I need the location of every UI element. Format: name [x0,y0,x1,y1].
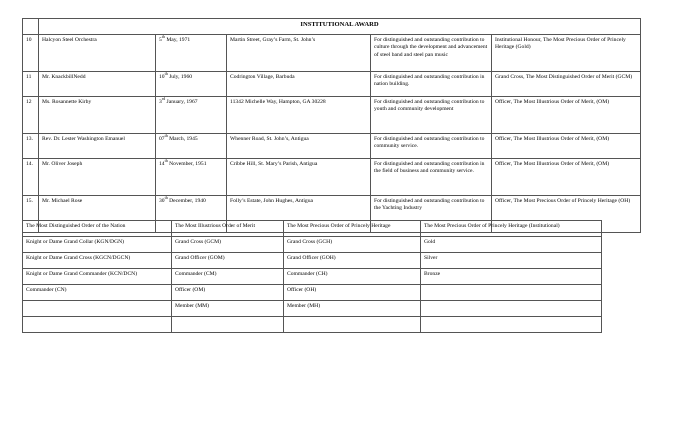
order-row [23,269,602,285]
date-rest: July, 1960 [167,74,193,80]
award-table-corner [23,19,39,35]
order-cell: Officer (OH) [284,285,421,301]
order-cell [421,317,602,333]
award-citation: For distinguished and outstanding contribution to community service. [371,134,492,159]
date-rest: December, 1940 [167,198,206,204]
order-cell: Silver [421,253,602,269]
date-day: 14 [159,161,165,167]
order-row [23,317,602,333]
order-cell [284,317,421,333]
date-ordinal: th [164,71,168,77]
date-day: 07 [159,136,165,142]
award-number: 14. [23,159,39,196]
order-cell [23,317,172,333]
order-cell [421,301,602,317]
awardee-name: Mr. Michael Rose [39,196,156,233]
date-ordinal: th [164,195,168,201]
order-row [23,285,602,301]
order-cell: Officer (OM) [172,285,284,301]
date-day: 5 [159,37,162,43]
date-of-birth [156,134,227,159]
order-cell: Bronze [421,269,602,285]
order-column-header: The Most Precious Order of Princely Heritage (Institutional) [421,221,602,237]
date-of-birth [156,97,227,134]
date-rest: November, 1951 [167,161,207,167]
order-cell: Grand Officer (GOH) [284,253,421,269]
order-column-header: The Most Distinguished Order of the Nation [23,221,172,237]
order-cell: Knight or Dame Grand Commander (KCN/DCN) [23,269,172,285]
award-table-title: INSTITUTIONAL AWARD [39,19,641,35]
awardee-address: 11342 Michelle Way, Hampton, GA 30228 [227,97,371,134]
award-row [23,97,641,134]
award-row [23,35,641,72]
order-cell [23,301,172,317]
order-row [23,237,602,253]
date-ordinal: th [161,34,165,40]
date-rest: January, 1967 [165,99,198,105]
date-day: 3 [159,99,162,105]
order-cell: Knight or Dame Grand Collar (KGN/DGN) [23,237,172,253]
date-day: 30 [159,198,165,204]
award-row [23,159,641,196]
order-cell: Commander (CH) [284,269,421,285]
order-cell: Grand Cross (GCH) [284,237,421,253]
order-cell: Member (MH) [284,301,421,317]
awardee-address: Whenner Road, St. John’s, Antigua [227,134,371,159]
order-cell: Gold [421,237,602,253]
order-cell: Commander (CN) [23,285,172,301]
date-rest: March, 1945 [167,136,198,142]
order-cell [421,285,602,301]
order-cell [172,317,284,333]
award-row [23,134,641,159]
date-of-birth [156,35,227,72]
order-cell: Grand Officer (GOM) [172,253,284,269]
awardee-address: Codrington Village, Barbuda [227,72,371,97]
awardee-name: Halcyon Steel Orchestra [39,35,156,72]
orders-reference-table [22,220,602,333]
award-row [23,72,641,97]
order-column-header: The Most Illustrious Order of Merit [172,221,284,237]
award-number: 10 [23,35,39,72]
date-ordinal: rd [161,96,166,102]
awardee-name: Ms. Rosannette Kirby [39,97,156,134]
awardee-address: Cribbe Hill, St. Mary’s Parish, Antigua [227,159,371,196]
award-title: Institutional Honour, The Most Precious Order of Princely Heritage (Gold) [492,35,641,72]
award-citation: For distinguished and outstanding contribution to the Yachting Industry [371,196,492,233]
awardee-name: Mr. Oliver Joseph [39,159,156,196]
award-number: 15. [23,196,39,233]
date-of-birth [156,72,227,97]
date-day: 10 [159,74,165,80]
award-citation: For distinguished and outstanding contribution in nation building. [371,72,492,97]
award-citation: For distinguished and outstanding contribution to youth and community development [371,97,492,134]
awardee-address: Folly’s Estate, John Hughes, Antigua [227,196,371,233]
award-number: 11 [23,72,39,97]
award-citation: For distinguished and outstanding contribution to culture through the development and advancement of steel band and steel pan music [371,35,492,72]
date-ordinal: th [164,158,168,164]
award-citation: For distinguished and outstanding contribution in the field of business and community service. [371,159,492,196]
award-title: Officer, The Most Illustrious Order of Merit, (OM) [492,97,641,134]
award-title: Officer, The Most Precious Order of Princely Heritage (OH) [492,196,641,233]
date-of-birth [156,159,227,196]
award-number: 13. [23,134,39,159]
award-number: 12 [23,97,39,134]
date-rest: May, 1971 [164,37,191,43]
order-cell: Commander (CM) [172,269,284,285]
order-row [23,301,602,317]
date-ordinal: th [164,133,168,139]
awardee-name: Mr. KnackbillNedd [39,72,156,97]
order-column-header: The Most Precious Order of Princely Heritage [284,221,421,237]
awardee-name: Rev. Dr. Lester Washington Emanuel [39,134,156,159]
award-title: Officer, The Most Illustrious Order of Merit, (OM) [492,134,641,159]
award-title: Officer, The Most Illustrious Order of Merit, (OM) [492,159,641,196]
institutional-award-table [22,18,641,233]
order-row [23,253,602,269]
order-cell: Knight or Dame Grand Cross (KGCN/DGCN) [23,253,172,269]
award-title: Grand Cross, The Most Distinguished Order of Merit (GCM) [492,72,641,97]
awardee-address: Martin Street, Gray’s Farm, St. John’s [227,35,371,72]
order-cell: Grand Cross (GCM) [172,237,284,253]
order-cell: Member (MM) [172,301,284,317]
